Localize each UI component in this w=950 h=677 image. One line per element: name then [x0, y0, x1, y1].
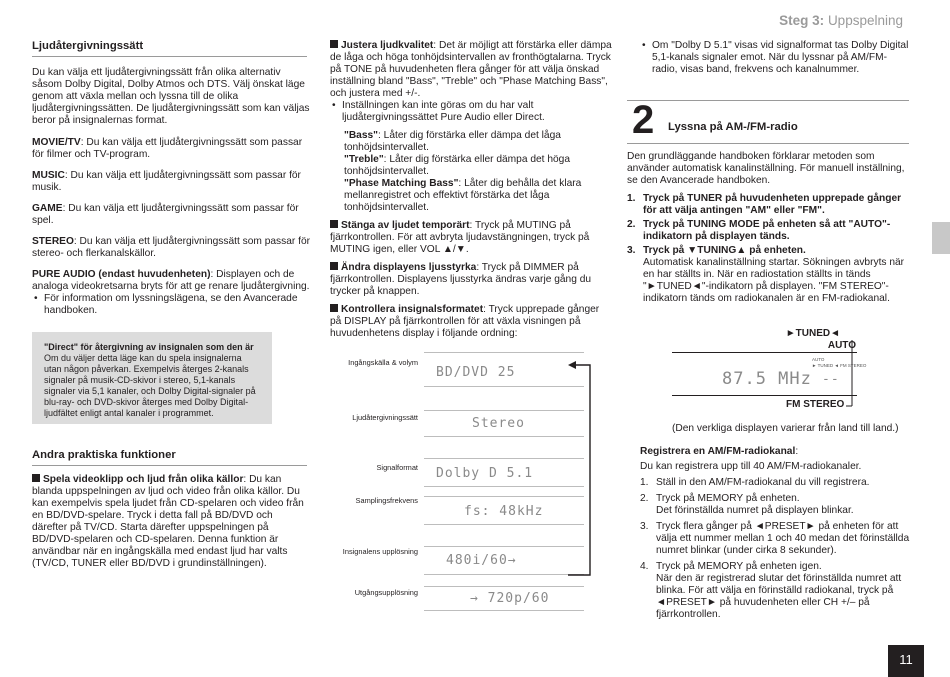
dimmer-paragraph: [330, 262, 613, 298]
step-label: Steg 3:: [779, 13, 825, 28]
pmb-term: "Phase Matching Bass": [344, 178, 459, 189]
radio-step-title: Lyssna på AM-/FM-radio: [668, 121, 798, 133]
tone-term: Justera ljudkvalitet: [341, 40, 434, 51]
stereo-paragraph: [32, 236, 310, 260]
step-num: 1.: [640, 477, 649, 488]
step-header: [779, 15, 903, 27]
sound-mode-heading: Ljudåtergivningssätt: [32, 40, 144, 52]
tuner-display-illustration: [672, 328, 867, 414]
lcd-bottom-line: [424, 610, 584, 611]
bullet-dot-icon: •: [34, 293, 38, 304]
movie-tv-term: MOVIE/TV: [32, 137, 81, 148]
other-heading-rule: [32, 465, 307, 466]
lcd-dash: --: [822, 372, 840, 387]
tone-options: [330, 130, 613, 214]
step-title: Uppspelning: [827, 13, 903, 28]
display-label-sampling: Samplingsfrekvens: [355, 496, 418, 505]
direct-note-text: Om du väljer detta läge kan du spela insignalerna utan någon påverkan. Exempelvis återges 2-kanals signaler på musik-CD-skivor i stereo, 5,1-kanals signaler via 5,1 kanaler, och Dolby Digital-signaler på blu-ray- och DVD-skivor återges med Dolby Digital-ljudfältet enligt antal kanaler i programmet.: [44, 353, 256, 418]
lcd-bottom-line: [424, 486, 584, 487]
lcd-input-volume: BD/DVD 25: [436, 365, 516, 380]
step-num: 2.: [640, 493, 649, 504]
dolby-bullet-text: Om "Dolby D 5.1" visas vid signalformat tas Dolby Digital 5,1-kanals signaler emot. När du lyssnar på AM/FM-radio, visas band, frekvens och kanalnummer.: [652, 40, 909, 75]
step-text: Tryck på ▼TUNING▲ på enheten.: [643, 245, 806, 256]
cycle-arrow-icon: [566, 360, 600, 578]
game-paragraph: [32, 203, 310, 227]
register-step-4: [640, 561, 910, 621]
bullet-dot-icon: •: [642, 40, 646, 51]
pure-audio-text: : Displayen och de analoga videokretsarna bryts för att ge renare ljudåtergivning.: [32, 269, 310, 292]
square-bullet-icon: [330, 40, 338, 48]
step-num: 1.: [627, 193, 636, 204]
step-num: 3.: [627, 245, 636, 256]
music-paragraph: [32, 170, 310, 194]
page-number: 11: [888, 645, 924, 677]
lcd-top-line: [424, 546, 584, 547]
tone-paragraph: [330, 40, 613, 100]
radio-step-3-detail: Automatisk kanalinställning startar. Sökningen avbryts när en har ställts in. När en radiostation ställts in tänds "►TUNED◄"-indikatorn på displayen. "FM STEREO"-indikatorn tänds om radiokanalen är en FM-radiokanal.: [643, 257, 905, 304]
bass-term: "Bass": [344, 130, 379, 141]
dolby-bullet: [640, 40, 910, 76]
step-number: 2: [632, 98, 655, 142]
direct-note-title: "Direct" för återgivning av insignalen som den är: [44, 342, 254, 352]
other-functions-body: [32, 474, 310, 570]
dimmer-term: Ändra displayens ljusstyrka: [341, 262, 477, 273]
display-label-signal-format: Signalformat: [376, 463, 418, 472]
tone-text: : Det är möjligt att förstärka eller dämpa de låga och höga tonhöjdsintervallen av fronthögtalarna. Tryck på TONE på huvudenheten flera gånger för att välja önskad inställning bland "Bass", "Treble" och "Phase Matching Bass", och justera med +/-.: [330, 40, 612, 99]
section-side-tab: [932, 222, 950, 254]
signal-format-text: : Tryck upprepade gånger på DISPLAY på fjärrkontrollen för att växla visningen på huvudenhetens display i följande ordning:: [330, 304, 600, 339]
display-cycle-diagram: [330, 350, 600, 615]
step-text: Tryck flera gånger på ◄PRESET► på enheten för att välja ett nummer mellan 1 och 40 medan det förinställda numret blinkar (under cirka 8 sekunder).: [656, 521, 910, 556]
treble-text: : Låter dig förstärka eller dämpa det höga tonhöjdsintervallet.: [344, 154, 570, 177]
stereo-text: : Du kan välja ett ljudåtergivningssätt som passar för stereo- och flerkanalskällor.: [32, 236, 311, 259]
square-bullet-icon: [330, 220, 338, 228]
register-step-2: [640, 493, 910, 517]
square-bullet-icon: [32, 474, 40, 482]
lcd-top-line: [424, 496, 584, 497]
lcd-top-line: [424, 586, 584, 587]
bullet-dot-icon: •: [332, 100, 336, 111]
lcd-output-resolution: → 720p/60: [470, 591, 550, 606]
direct-note-box: [32, 332, 272, 424]
stereo-term: STEREO: [32, 236, 74, 247]
display-bottom-line: [672, 395, 857, 396]
middle-column-body: [330, 40, 613, 340]
step-num: 4.: [640, 561, 649, 572]
lcd-top-line: [424, 352, 584, 353]
display-label-input-volume: Ingångskälla & volym: [348, 358, 418, 367]
lcd-sampling: fs: 48kHz: [464, 504, 544, 519]
register-heading-line: Registrera en AM/FM-radiokanal:: [640, 446, 799, 457]
treble-term: "Treble": [344, 154, 384, 165]
mix-source-paragraph: [32, 474, 310, 570]
display-label-output-resolution: Utgångsupplösning: [354, 588, 418, 597]
signal-format-term: Kontrollera insignalsformatet: [341, 304, 484, 315]
lcd-frequency: 87.5 MHz: [722, 369, 812, 389]
other-functions-heading: Andra praktiska funktioner: [32, 449, 176, 461]
signal-format-paragraph: [330, 304, 613, 340]
lcd-sound-mode: Stereo: [472, 416, 525, 431]
dimmer-text: : Tryck på DIMMER på fjärrkontrollen. Displayens ljusstyrka ändras varje gång du trycker på knappen.: [330, 262, 592, 297]
sound-mode-intro: Du kan välja ett ljudåtergivningssätt från olika alternativ såsom Dolby Digital, Dolby Atmos och DTS. Välj önskat läge genom att växla mellan och lyssna till de olika ljudåtergivningssätten. De ljudåtergivningssätt som kan väljas beror på insignalernas format.: [32, 67, 310, 126]
step-text: Tryck på TUNER på huvudenheten upprepade gånger för att välja antingen "AM" eller "FM".: [643, 193, 902, 216]
step-text: Ställ in den AM/FM-radiokanal du vill registrera.: [656, 477, 870, 488]
movie-tv-paragraph: [32, 137, 310, 161]
step-text: Tryck på MEMORY på enheten igen. När den är registrerad slutar det förinställda numret att blinka. För att välja en förinställd radiokanal, tryck på ◄PRESET► på huvudenheten eller CH +/– på fjärrkontrollen.: [656, 561, 902, 620]
auto-label: AUTO: [827, 340, 856, 351]
radio-body: [627, 151, 909, 305]
register-intro: Du kan registrera upp till 40 AM/FM-radiokanaler.: [640, 461, 862, 472]
step-num: 3.: [640, 521, 649, 532]
register-step-1: [640, 477, 910, 489]
lcd-indicators: AUTO ► TUNED ◄ FM STEREO: [812, 357, 867, 368]
bass-option: [344, 130, 613, 154]
radio-step-2: [627, 219, 909, 243]
pure-audio-bullet-text: För information om lyssningslägena, se den Avancerade handboken.: [44, 293, 298, 316]
left-column-body: [32, 67, 310, 317]
lcd-bottom-line: [424, 524, 584, 525]
game-text: : Du kan välja ett ljudåtergivningssätt som passar för spel.: [32, 203, 299, 226]
step-text: Tryck på TUNING MODE på enheten så att "AUTO"-indikatorn på displayen tänds.: [643, 219, 891, 242]
pure-audio-term: PURE AUDIO (endast huvudenheten): [32, 269, 211, 280]
pure-audio-bullet: [32, 293, 310, 317]
mute-text: : Tryck på MUTING på fjärrkontrollen. För att avbryta ljudavstängningen, tryck på MUTING igen, eller VOL ▲/▼.: [330, 220, 590, 255]
mute-paragraph: [330, 220, 613, 256]
register-section: [640, 446, 910, 621]
heading-rule: [32, 56, 307, 57]
lcd-top-line: [424, 410, 584, 411]
lcd-bottom-line: [424, 436, 584, 437]
tone-bullet-text: Inställningen kan inte göras om du har valt ljudåtergivningssättet Pure Audio eller Direct.: [342, 100, 545, 123]
lcd-top-line: [424, 458, 584, 459]
square-bullet-icon: [330, 304, 338, 312]
treble-option: [344, 154, 613, 178]
bass-text: : Låter dig förstärka eller dämpa det låga tonhöjdsintervallet.: [344, 130, 561, 153]
lcd-signal-format: Dolby D 5.1: [436, 466, 534, 481]
mute-term: Stänga av ljudet temporärt: [341, 220, 470, 231]
display-label-input-resolution: Insignalens upplösning: [342, 547, 418, 556]
step-num: 2.: [627, 219, 636, 230]
indicator-pointer-icon: [846, 338, 860, 408]
movie-tv-text: : Du kan välja ett ljudåtergivningssätt som passar för filmer och TV-program.: [32, 137, 303, 160]
game-term: GAME: [32, 203, 63, 214]
music-term: MUSIC: [32, 170, 65, 181]
lcd-bottom-line: [424, 574, 584, 575]
lcd-bottom-line: [424, 386, 584, 387]
display-label-sound-mode: Ljudåtergivningssätt: [352, 413, 418, 422]
pmb-option: [344, 178, 613, 214]
fm-stereo-label: FM STEREO: [786, 399, 845, 410]
lcd-input-resolution: 480i/60→: [446, 553, 517, 568]
music-text: : Du kan välja ett ljudåtergivningssätt som passar för musik.: [32, 170, 301, 193]
mix-source-text: : Du kan blanda uppspelningen av ljud och video från olika källor. Du kan exempelvis spela ljudet från CD-spelaren och video från en BD/DVD-spelare. Tryck i detta fall på BD/DVD och därefter på TV/CD. Starta därefter uppspelningen på BD/DVD-spelaren och CD-spelaren. Denna funktion är användbar när en ingångskälla med endast ljud har valts (TV/CD, TUNER eller BD/DVD i grundinställningen).: [32, 474, 304, 569]
square-bullet-icon: [330, 262, 338, 270]
pure-audio-paragraph: [32, 269, 310, 293]
step-text: Tryck på MEMORY på enheten. Det förinställda numret på displayen blinkar.: [656, 493, 854, 516]
display-top-line: [672, 352, 857, 353]
tone-bullet: [330, 100, 613, 124]
display-varies-note: (Den verkliga displayen varierar från land till land.): [672, 423, 899, 434]
radio-steps: [627, 193, 909, 305]
radio-step-3: [627, 245, 909, 257]
radio-step-1: [627, 193, 909, 217]
radio-intro: Den grundläggande handboken förklarar metoden som använder automatisk kanalinställning. För manuell inställning, se den Avancerade handboken.: [627, 151, 905, 186]
register-heading: Registrera en AM/FM-radiokanal: [640, 446, 796, 457]
mix-source-term: Spela videoklipp och ljud från olika källor: [43, 474, 244, 485]
tuned-label: ►TUNED◄: [785, 328, 840, 339]
register-step-3: [640, 521, 910, 557]
pmb-text: : Låter dig behålla det klara mellanregistret och effektivt förstärka det låga tonhöjdsintervallet.: [344, 178, 582, 213]
